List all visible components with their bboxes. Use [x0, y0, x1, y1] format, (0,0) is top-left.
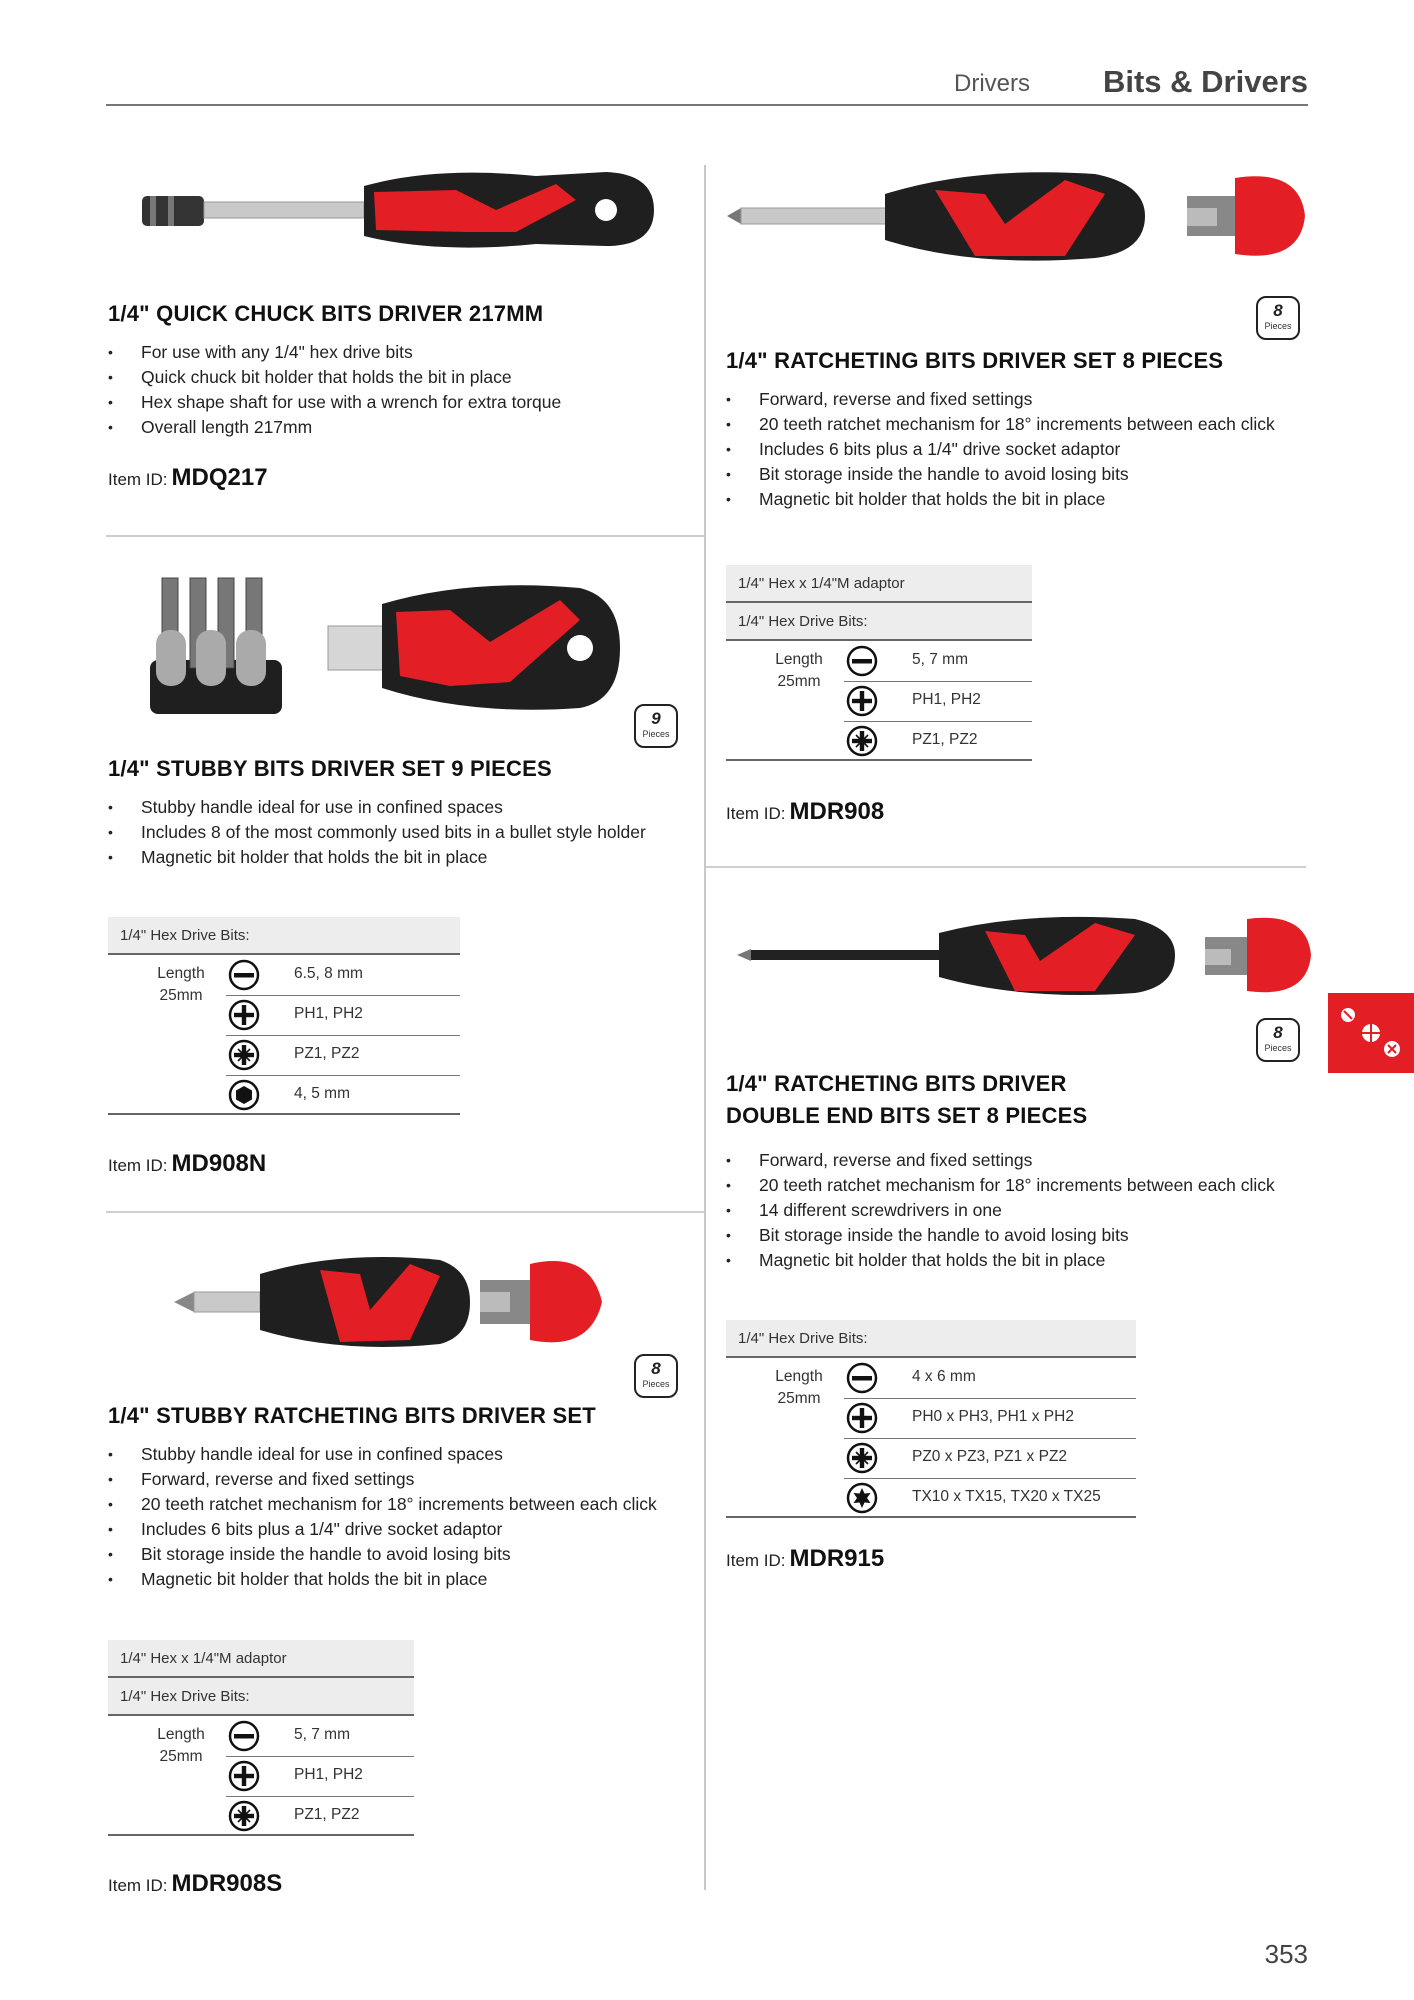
- pieces-count: 8: [1273, 301, 1283, 320]
- spec-header: 1/4" Hex x 1/4"M adaptor: [108, 1640, 414, 1678]
- spec-row: [844, 681, 1032, 722]
- feature-list-mdq217: [108, 340, 688, 440]
- feature-list-mdr915: [726, 1148, 1286, 1273]
- item-id-label: Item ID:: [108, 1156, 168, 1175]
- spec-value: TX10 x TX15, TX20 x TX25: [912, 1488, 1101, 1505]
- spec-value: PH1, PH2: [294, 1005, 363, 1022]
- feature-list-mdr908s: [108, 1442, 668, 1592]
- page-title: Bits & Drivers: [1102, 64, 1308, 99]
- spec-value: 4 x 6 mm: [912, 1368, 976, 1385]
- pieces-label: Pieces: [1264, 1043, 1292, 1053]
- spec-header: 1/4" Hex Drive Bits:: [108, 917, 460, 955]
- feature-list-md908n: [108, 795, 688, 870]
- feature-item: • 20 teeth ratchet mechanism for 18° increments between each click: [726, 1173, 1286, 1198]
- feature-item: • Bit storage inside the handle to avoid losing bits: [726, 1223, 1286, 1248]
- feature-item: • Bit storage inside the handle to avoid losing bits: [108, 1542, 668, 1567]
- product-title-mdr908s: 1/4" STUBBY RATCHETING BITS DRIVER SET: [108, 1403, 596, 1428]
- feature-item: • 14 different screwdrivers in one: [726, 1198, 1286, 1223]
- phillips-icon: [846, 685, 878, 717]
- pieces-badge: [634, 1354, 678, 1398]
- spec-row: [844, 641, 1032, 682]
- feature-item: • Magnetic bit holder that holds the bit in place: [726, 487, 1286, 512]
- item-id-mdr908s: [108, 1870, 282, 1898]
- spec-value: PZ1, PZ2: [912, 731, 978, 748]
- title-line: DOUBLE END BITS SET 8 PIECES: [726, 1103, 1088, 1128]
- spec-value: PZ0 x PZ3, PZ1 x PZ2: [912, 1448, 1068, 1465]
- spec-table-md908n: [108, 917, 460, 1115]
- spec-value: PH1, PH2: [294, 1766, 363, 1783]
- feature-item: • Forward, reverse and fixed settings: [108, 1467, 668, 1492]
- section-divider: [106, 535, 704, 537]
- item-id-value: MDQ217: [171, 464, 268, 491]
- table-rule: [726, 1516, 1136, 1518]
- item-id-label: Item ID:: [726, 1551, 786, 1570]
- item-id-value: MDR915: [789, 1545, 885, 1572]
- spec-row: [844, 1478, 1136, 1518]
- feature-item: • Forward, reverse and fixed settings: [726, 1148, 1286, 1173]
- bit-length: Length 25mm: [775, 1368, 823, 1407]
- feature-item: • Magnetic bit holder that holds the bit in place: [108, 1567, 668, 1592]
- spec-row: [226, 1796, 414, 1836]
- bit-length: Length 25mm: [157, 965, 205, 1004]
- spec-row: [226, 1035, 460, 1076]
- stubby-bits-set-image: [150, 570, 630, 730]
- spec-value: PZ1, PZ2: [294, 1806, 360, 1823]
- pieces-count: 8: [1273, 1023, 1283, 1042]
- spec-table-mdr915: [726, 1320, 1136, 1518]
- slotted-icon: [846, 1362, 878, 1394]
- item-id-label: Item ID:: [108, 470, 168, 489]
- item-id-value: MD908N: [171, 1150, 267, 1177]
- spec-value: PH0 x PH3, PH1 x PH2: [912, 1408, 1074, 1425]
- spec-table-mdr908: [726, 565, 1032, 761]
- section-divider: [106, 1211, 704, 1213]
- product-title-mdq217: 1/4" QUICK CHUCK BITS DRIVER 217MM: [108, 301, 544, 326]
- feature-item: • Overall length 217mm: [108, 415, 688, 440]
- column-divider: [704, 165, 706, 1890]
- spec-table-mdr908s: [108, 1640, 414, 1836]
- spec-header: 1/4" Hex Drive Bits:: [726, 1320, 1136, 1358]
- item-id-label: Item ID:: [108, 1876, 168, 1895]
- spec-header: 1/4" Hex Drive Bits:: [108, 1678, 414, 1716]
- table-rule: [108, 1113, 460, 1115]
- quick-chuck-driver-image: [136, 160, 666, 260]
- slotted-icon: [228, 1720, 260, 1752]
- pozidriv-icon: [846, 1442, 878, 1474]
- bit-length: Length 25mm: [775, 651, 823, 690]
- pieces-label: Pieces: [642, 1379, 670, 1389]
- feature-item: • Quick chuck bit holder that holds the bit in place: [108, 365, 688, 390]
- pieces-count: 9: [651, 709, 661, 728]
- title-line: 1/4" RATCHETING BITS DRIVER: [726, 1071, 1067, 1096]
- feature-item: • Magnetic bit holder that holds the bit in place: [726, 1248, 1286, 1273]
- spec-value: PH1, PH2: [912, 691, 981, 708]
- spec-value: 4, 5 mm: [294, 1085, 350, 1102]
- phillips-icon: [846, 1402, 878, 1434]
- feature-item: • Stubby handle ideal for use in confined spaces: [108, 795, 688, 820]
- spec-row: [844, 1358, 1136, 1399]
- spec-row: [226, 955, 460, 996]
- bit-length: Length 25mm: [157, 1726, 205, 1765]
- feature-item: • Hex shape shaft for use with a wrench for extra torque: [108, 390, 688, 415]
- product-title-md908n: 1/4" STUBBY BITS DRIVER SET 9 PIECES: [108, 756, 552, 781]
- item-id-value: MDR908S: [171, 1870, 283, 1897]
- stubby-ratcheting-driver-image: [170, 1240, 620, 1370]
- spec-row: [226, 1716, 414, 1757]
- spec-row: [226, 1075, 460, 1115]
- feature-item: • Magnetic bit holder that holds the bit in place: [108, 845, 688, 870]
- feature-item: • Includes 6 bits plus a 1/4" drive socket adaptor: [726, 437, 1286, 462]
- item-id-mdr908: [726, 798, 884, 826]
- torx-icon: [846, 1482, 878, 1514]
- spec-value: 6.5, 8 mm: [294, 965, 363, 982]
- phillips-icon: [228, 1760, 260, 1792]
- pieces-label: Pieces: [1264, 321, 1292, 331]
- spec-value: 5, 7 mm: [294, 1726, 350, 1743]
- section-divider: [706, 866, 1306, 868]
- feature-list-mdr908: [726, 387, 1286, 512]
- pozidriv-icon: [846, 725, 878, 757]
- item-id-mdr915: [726, 1545, 884, 1573]
- feature-item: • Stubby handle ideal for use in confined spaces: [108, 1442, 668, 1467]
- hex-icon: [228, 1079, 260, 1111]
- double-end-ratcheting-driver-image: [735, 905, 1315, 1005]
- feature-item: • Bit storage inside the handle to avoid losing bits: [726, 462, 1286, 487]
- slotted-icon: [228, 959, 260, 991]
- item-id-md908n: [108, 1150, 266, 1178]
- item-id-value: MDR908: [789, 798, 885, 825]
- pieces-count: 8: [651, 1359, 661, 1378]
- phillips-icon: [228, 999, 260, 1031]
- table-rule: [108, 1834, 414, 1836]
- table-rule: [726, 759, 1032, 761]
- feature-item: • For use with any 1/4" hex drive bits: [108, 340, 688, 365]
- pieces-label: Pieces: [642, 729, 670, 739]
- bits-tab-icon: [1328, 993, 1414, 1073]
- feature-item: • Forward, reverse and fixed settings: [726, 387, 1286, 412]
- section-tab[interactable]: [1328, 993, 1414, 1073]
- page-number: 353: [1264, 1939, 1308, 1969]
- feature-item: • Includes 6 bits plus a 1/4" drive socket adaptor: [108, 1517, 668, 1542]
- item-id-label: Item ID:: [726, 804, 786, 823]
- spec-row: [844, 1398, 1136, 1439]
- pieces-badge: [1256, 296, 1300, 340]
- spec-header: 1/4" Hex Drive Bits:: [726, 603, 1032, 641]
- product-title-mdr915: [726, 1068, 1087, 1132]
- spec-value: PZ1, PZ2: [294, 1045, 360, 1062]
- pozidriv-icon: [228, 1039, 260, 1071]
- spec-row: [844, 1438, 1136, 1479]
- spec-header: 1/4" Hex x 1/4"M adaptor: [726, 565, 1032, 603]
- header-rule: [106, 104, 1308, 106]
- spec-value: 5, 7 mm: [912, 651, 968, 668]
- pozidriv-icon: [228, 1800, 260, 1832]
- item-id-mdq217: [108, 464, 268, 492]
- product-title-mdr908: 1/4" RATCHETING BITS DRIVER SET 8 PIECES: [726, 348, 1224, 373]
- feature-item: • Includes 8 of the most commonly used bits in a bullet style holder: [108, 820, 688, 845]
- feature-item: • 20 teeth ratchet mechanism for 18° increments between each click: [726, 412, 1286, 437]
- pieces-badge: [1256, 1018, 1300, 1062]
- spec-row: [226, 995, 460, 1036]
- feature-item: • 20 teeth ratchet mechanism for 18° increments between each click: [108, 1492, 668, 1517]
- pieces-badge: [634, 704, 678, 748]
- ratcheting-driver-image: [725, 160, 1315, 270]
- slotted-icon: [846, 645, 878, 677]
- spec-row: [844, 721, 1032, 761]
- section-label: Drivers: [954, 70, 1030, 97]
- spec-row: [226, 1756, 414, 1797]
